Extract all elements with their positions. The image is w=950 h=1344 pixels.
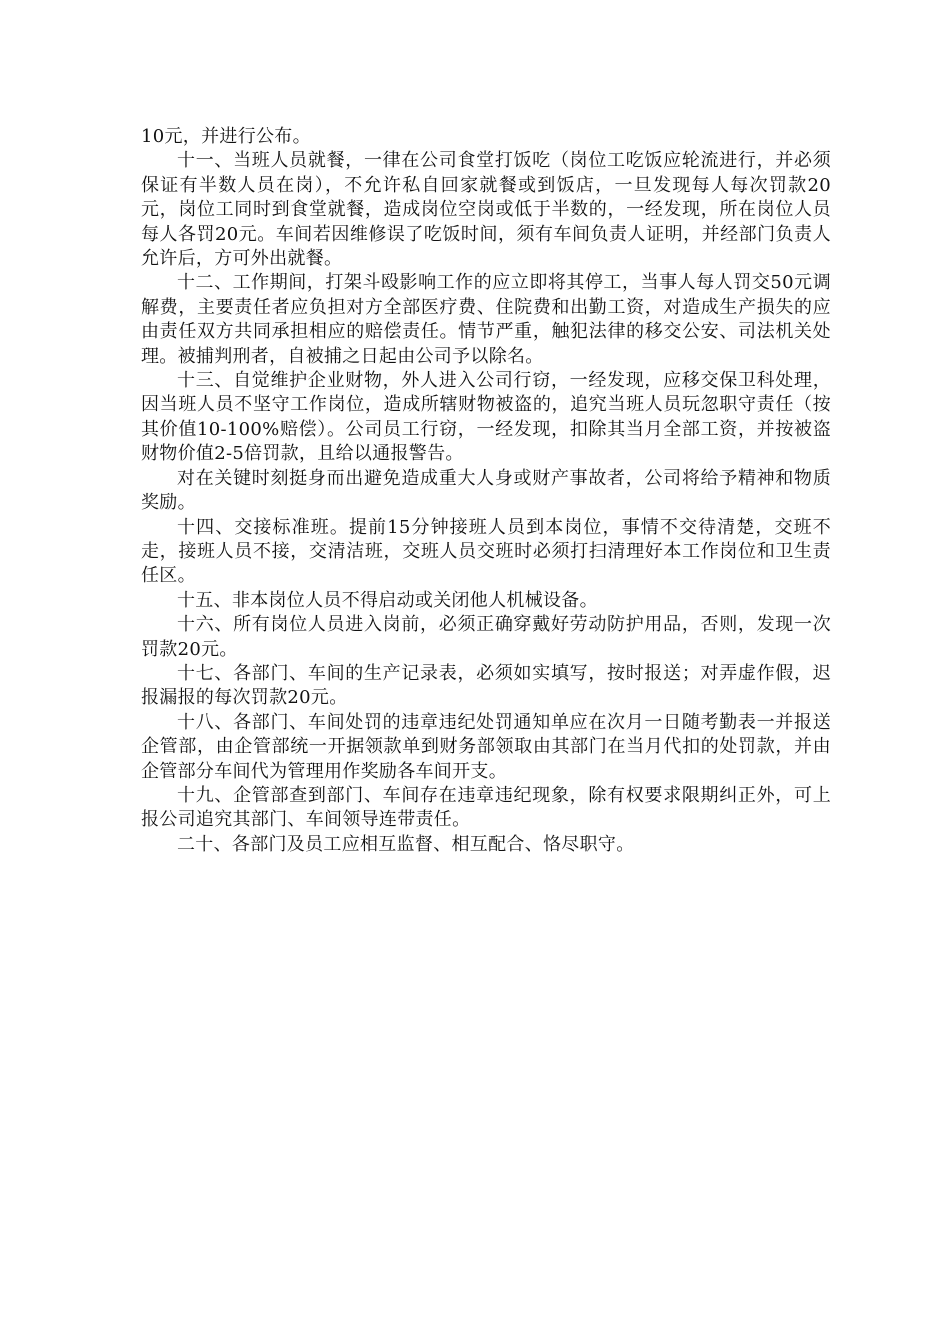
- paragraph-article-18: 十八、各部门、车间处罚的违章违纪处罚通知单应在次月一日随考勤表一并报送企管部，由企管部统一开据领款单到财务部领取由其部门在当月代扣的处罚款，并由企管部分车间代为管理用作奖励各车间开支。: [141, 711, 831, 782]
- paragraph-article-12: 十二、工作期间，打架斗殴影响工作的应立即将其停工，当事人每人罚交50元调解费，主要责任者应负担对方全部医疗费、住院费和出勤工资，对造成生产损失的应由责任双方共同承担相应的赔偿责任。情节严重，触犯法律的移交公安、司法机关处理。被捕判刑者，自被捕之日起由公司予以除名。: [141, 272, 831, 367]
- paragraph-article-14: 十四、交接标准班。提前15分钟接班人员到本岗位，事情不交待清楚，交班不走，接班人员不接，交清洁班，交班人员交班时必须打扫清理好本工作岗位和卫生责任区。: [141, 516, 831, 587]
- paragraph-article-20: 二十、各部门及员工应相互监督、相互配合、恪尽职守。: [177, 833, 635, 855]
- paragraph-article-17: 十七、各部门、车间的生产记录表，必须如实填写，按时报送；对弄虚作假，迟报漏报的每次罚款20元。: [141, 662, 831, 709]
- paragraph-article-13: 十三、自觉维护企业财物，外人进入公司行窃，一经发现，应移交保卫科处理，因当班人员不坚守工作岗位，造成所辖财物被盗的，追究当班人员玩忽职守责任（按其价值10-100%赔偿）。公司员工行窃，一经发现，扣除其当月全部工资，并按被盗财物价值2-5倍罚款，且给以通报警告。: [141, 370, 831, 465]
- paragraph-article-16: 十六、所有岗位人员进入岗前，必须正确穿戴好劳动防护用品，否则，发现一次罚款20元。: [141, 614, 831, 660]
- paragraph-reward-note: 对在关键时刻挺身而出避免造成重大人身或财产事故者，公司将给予精神和物质奖励。: [141, 467, 831, 514]
- paragraph-article-19: 十九、企管部查到部门、车间存在违章违纪现象，除有权要求限期纠正外，可上报公司追究其部门、车间领导连带责任。: [141, 784, 831, 831]
- paragraph-continuation: 10元，并进行公布。: [141, 126, 311, 147]
- document-body: [141, 125, 831, 857]
- paragraph-article-15: 十五、非本岗位人员不得启动或关闭他人机械设备。: [177, 589, 598, 611]
- paragraph-article-11: 十一、当班人员就餐，一律在公司食堂打饭吃（岗位工吃饭应轮流进行，并必须保证有半数人员在岗），不允许私自回家就餐或到饭店，一旦发现每人每次罚款20元，岗位工同时到食堂就餐，造成岗位空岗或低于半数的，一经发现，所在岗位人员每人各罚20元。车间若因维修误了吃饭时间，须有车间负责人证明，并经部门负责人允许后，方可外出就餐。: [141, 150, 831, 270]
